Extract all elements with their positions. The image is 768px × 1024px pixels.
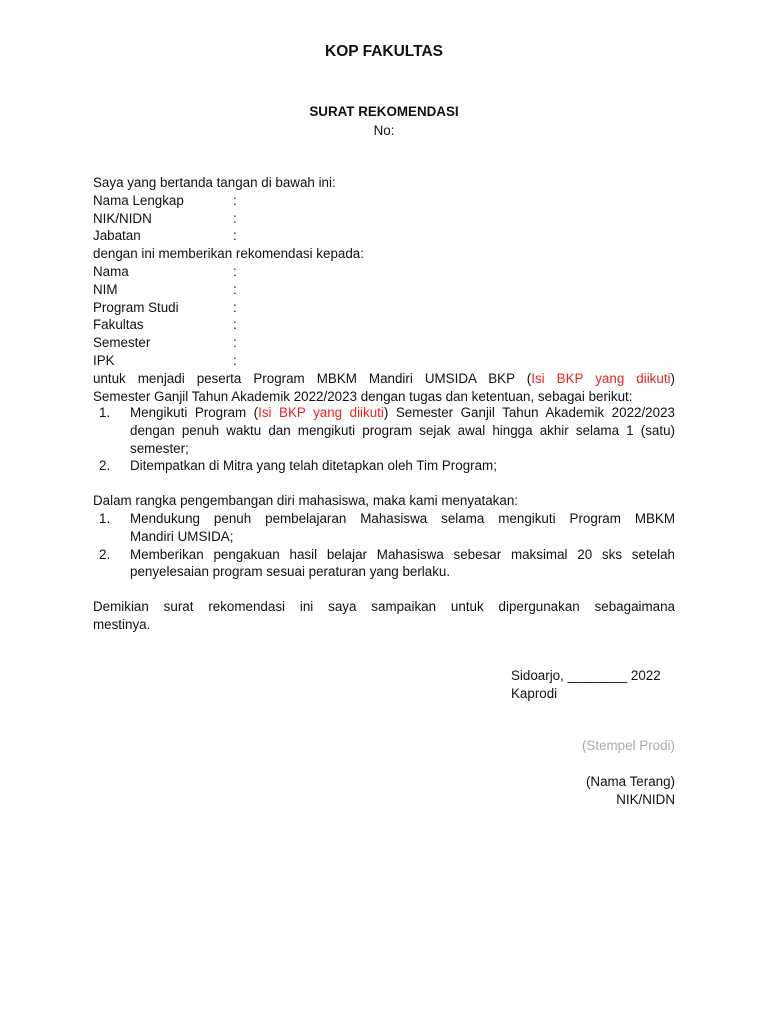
field-colon: : <box>233 352 237 368</box>
field-label: Jabatan <box>93 228 141 244</box>
field-colon: : <box>233 281 237 297</box>
letter-number: No: <box>373 123 395 138</box>
closing-paragraph: Demikian surat rekomendasi ini saya sampaikan untuk dipergunakan sebagaimana mestinya. <box>93 599 675 632</box>
student-field-name <box>93 263 675 281</box>
list-item: 1. Mengikuti Program (Isi BKP yang diikuti) Semester Ganjil Tahun Akademik 2022/2023 dengan penuh waktu dan mengikuti program sejak awal hingga akhir selama 1 (satu) semester; <box>99 405 675 456</box>
task-list <box>93 404 675 475</box>
field-colon: : <box>233 317 237 333</box>
list-item: 1. Mendukung penuh pembelajaran Mahasiswa selama mengikuti Program MBKM Mandiri UMSIDA; <box>99 511 675 544</box>
intro-text: Saya yang bertanda tangan di bawah ini: <box>93 175 336 190</box>
purpose-line-2: Semester Ganjil Tahun Akademik 2022/2023 dengan tugas dan ketentuan, sebagai berikut: <box>93 388 633 404</box>
field-label: Semester <box>93 335 151 351</box>
signer-id: NIK/NIDN <box>616 792 675 807</box>
list-number: 1. <box>99 511 111 526</box>
list-number: 2. <box>99 458 111 474</box>
field-label: Nama Lengkap <box>93 192 184 208</box>
letter-title: SURAT REKOMENDASI <box>309 104 459 119</box>
field-label: NIM <box>93 281 118 297</box>
recommend-intro: dengan ini memberikan rekomendasi kepada: <box>93 246 364 262</box>
field-colon: : <box>233 335 237 351</box>
statement-list <box>93 510 675 581</box>
field-colon: : <box>233 192 237 208</box>
list-item: 2. Ditempatkan di Mitra yang telah ditetapkan oleh Tim Program; <box>99 458 497 474</box>
identity-section <box>93 174 675 405</box>
student-field-faculty <box>93 316 675 334</box>
placeholder-bkp: Isi BKP yang diikuti <box>531 370 671 386</box>
placeholder-bkp: Isi BKP yang diikuti <box>258 405 384 420</box>
field-colon: : <box>233 263 237 279</box>
field-label: Fakultas <box>93 317 144 333</box>
field-label: IPK <box>93 352 115 368</box>
letterhead-title: KOP FAKULTAS <box>325 43 443 60</box>
signer-field-nik <box>93 210 675 228</box>
student-field-ipk <box>93 352 675 370</box>
place-date: Sidoarjo, ________ 2022 <box>511 668 661 683</box>
purpose-line-1: untuk menjadi peserta Program MBKM Mandiri UMSIDA BKP (Isi BKP yang diikuti) <box>93 370 675 386</box>
statement-intro: Dalam rangka pengembangan diri mahasiswa, maka kami menyatakan: <box>93 493 518 508</box>
student-field-program <box>93 299 675 317</box>
signer-name: (Nama Terang) <box>585 774 675 789</box>
field-label: NIK/NIDN <box>93 210 152 226</box>
signer-role: Kaprodi <box>511 686 558 701</box>
student-field-nim <box>93 281 675 299</box>
signer-field-position <box>93 227 675 245</box>
field-colon: : <box>233 210 237 226</box>
field-label: Nama <box>93 263 129 279</box>
signer-field-name <box>93 192 675 210</box>
list-number: 1. <box>99 405 111 420</box>
field-colon: : <box>233 299 237 315</box>
student-field-semester <box>93 334 675 352</box>
list-number: 2. <box>99 546 111 562</box>
list-item: 2. Memberikan pengakuan hasil belajar Mahasiswa sebesar maksimal 20 sks setelah penyelesaian program sesuai peraturan yang berlaku. <box>99 546 675 580</box>
field-colon: : <box>233 228 237 244</box>
field-label: Program Studi <box>93 299 179 315</box>
stamp-placeholder: (Stempel Prodi) <box>581 738 675 753</box>
